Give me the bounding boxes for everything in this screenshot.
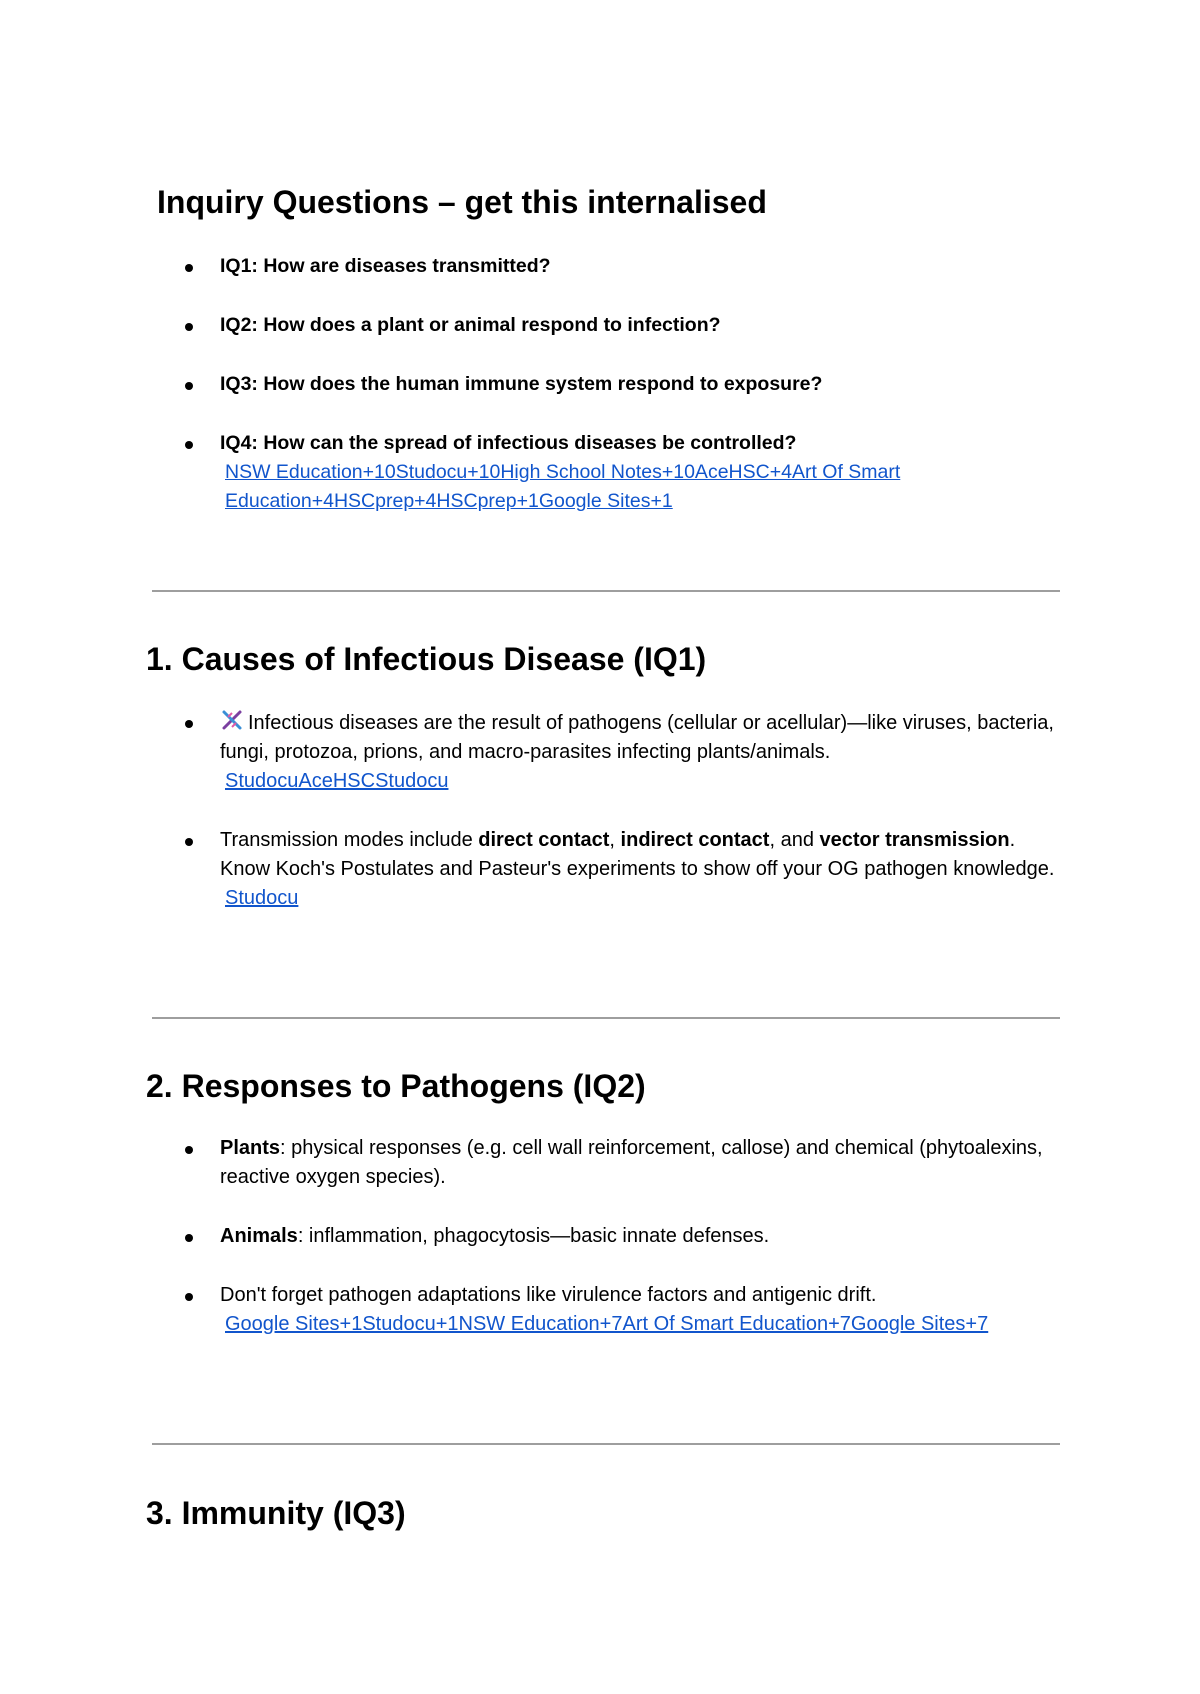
section-divider <box>152 1443 1060 1445</box>
separator-text: , and <box>769 829 820 851</box>
section2-bullet3-text: Don't forget pathogen adaptations like virulence factors and antigenic drift. <box>220 1284 877 1306</box>
section1-bullet2-intro: Transmission modes include <box>220 829 479 851</box>
plants-text: : physical responses (e.g. cell wall reinforcement, callose) and chemical (phytoalexins, reactive oxygen species). <box>220 1137 1043 1188</box>
section-divider <box>152 1017 1060 1019</box>
section2-list <box>0 1134 1200 1339</box>
section1-bullet1-link[interactable]: StudocuAceHSCStudocu <box>225 770 449 792</box>
section-divider <box>152 590 1060 592</box>
vector-transmission-term: vector transmission <box>819 829 1010 851</box>
section1-bullet2-rest: . Know Koch's Postulates and Pasteur's experiments to show off your OG pathogen knowledge. <box>220 829 1055 880</box>
list-item <box>0 370 1060 399</box>
animals-text: : inflammation, phagocytosis—basic innate defenses. <box>297 1225 770 1247</box>
list-item <box>0 708 1060 796</box>
bullet-icon <box>185 720 193 728</box>
section2-bullet3-link[interactable]: Google Sites+1Studocu+1NSW Education+7Art Of Smart Education+7Google Sites+7 <box>225 1313 989 1335</box>
iq-sources-link[interactable]: NSW Education+10Studocu+10High School Notes+10AceHSC+4Art Of Smart Education+4HSCprep+4HSCprep+1Google Sites+1 <box>225 461 901 512</box>
bullet-icon <box>185 264 193 272</box>
dna-icon <box>220 708 244 732</box>
section1-bullet2-link[interactable]: Studocu <box>225 887 299 909</box>
iq3-text: IQ3: How does the human immune system respond to exposure? <box>220 373 823 395</box>
list-item <box>0 826 1060 913</box>
plants-label: Plants <box>220 1137 281 1159</box>
inquiry-questions-heading: Inquiry Questions – get this internalised <box>157 184 767 220</box>
iq1-text: IQ1: How are diseases transmitted? <box>220 255 551 277</box>
section2-heading: 2. Responses to Pathogens (IQ2) <box>146 1068 646 1104</box>
iq2-text: IQ2: How does a plant or animal respond to infection? <box>220 314 721 336</box>
list-item <box>0 429 1060 516</box>
list-item <box>0 1134 1060 1192</box>
separator-text: , <box>609 829 621 851</box>
bullet-icon <box>185 1146 193 1154</box>
iq4-text: IQ4: How can the spread of infectious diseases be controlled? <box>220 432 797 454</box>
indirect-contact-term: indirect contact <box>620 829 770 851</box>
list-item <box>0 1222 1060 1251</box>
section3-heading: 3. Immunity (IQ3) <box>146 1495 406 1531</box>
bullet-icon <box>185 441 193 449</box>
list-item <box>0 311 1060 340</box>
bullet-icon <box>185 838 193 846</box>
bullet-icon <box>185 323 193 331</box>
list-item <box>0 1281 1060 1339</box>
bullet-icon <box>185 1293 193 1301</box>
section1-heading: 1. Causes of Infectious Disease (IQ1) <box>146 641 707 677</box>
section1-list <box>0 708 1200 913</box>
section1-bullet1-text: Infectious diseases are the result of pathogens (cellular or acellular)—like viruses, bacteria, fungi, protozoa, prions, and macro-parasites infecting plants/animals. <box>220 712 1054 763</box>
list-item <box>0 252 1060 281</box>
animals-label: Animals <box>220 1225 298 1247</box>
direct-contact-term: direct contact <box>478 829 610 851</box>
bullet-icon <box>185 1234 193 1242</box>
inquiry-questions-list <box>0 252 1200 516</box>
bullet-icon <box>185 382 193 390</box>
